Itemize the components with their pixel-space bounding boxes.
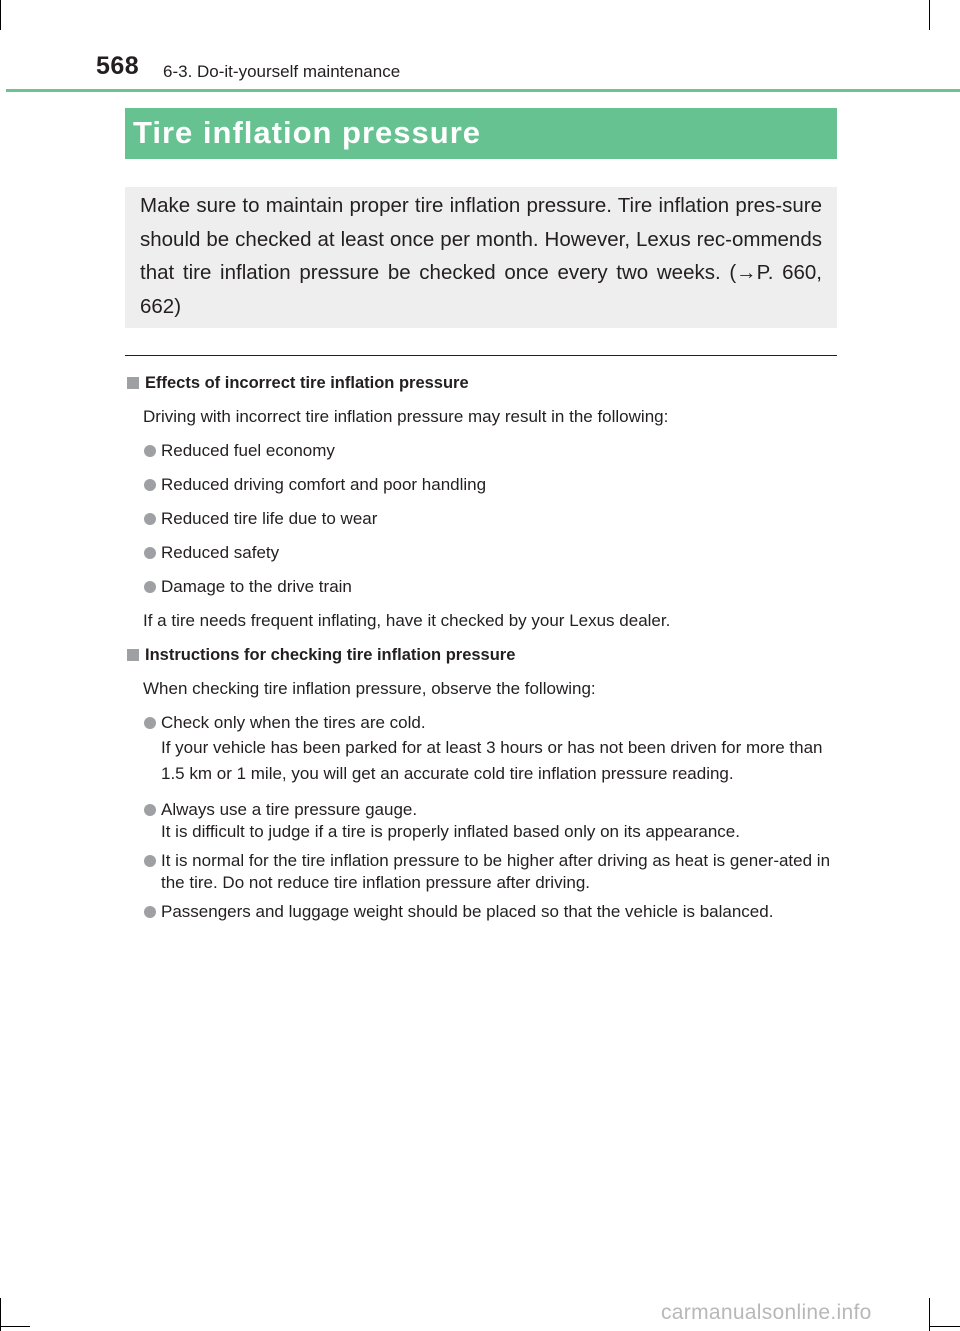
effects-note: If a tire needs frequent inflating, have it checked by your Lexus dealer. <box>143 611 671 630</box>
bullet-dot-icon <box>144 581 156 593</box>
bullet-dot-icon <box>144 479 156 491</box>
section-divider <box>125 355 837 356</box>
page-title-bar <box>125 108 837 159</box>
content <box>125 372 839 923</box>
square-bullet-icon <box>127 649 139 661</box>
page-number: 568 <box>96 52 140 80</box>
bullet-dot-icon <box>144 855 156 867</box>
list-item: Check only when the tires are cold. If your vehicle has been parked for at least 3 hours or has not been driven for more than 1.5 km or 1 mile, you will get an accurate cold tire inflation pressure reading. <box>125 712 839 787</box>
square-bullet-icon <box>127 377 139 389</box>
intro-text: Make sure to maintain proper tire inflation pressure. Tire inflation pres-sure should be checked at least once per month. However, Lexus rec-ommends that tire inflation pressure be checked once every two weeks. (→P. 660, 662) <box>140 194 822 318</box>
effects-heading-text: Effects of incorrect tire inflation pressure <box>145 373 469 392</box>
crop-mark <box>0 0 1 30</box>
list-item: Damage to the drive train <box>125 576 839 598</box>
bullet-dot-icon <box>144 804 156 816</box>
bullet-dot-icon <box>144 547 156 559</box>
intro-box <box>125 187 837 328</box>
bullet-dot-icon <box>144 445 156 457</box>
instructions-heading <box>125 644 839 666</box>
bullet-dot-icon <box>144 906 156 918</box>
section-title: 6-3. Do-it-yourself maintenance <box>163 62 401 81</box>
list-item: Reduced tire life due to wear <box>125 508 839 530</box>
page-title: Tire inflation pressure <box>133 115 482 150</box>
header-divider <box>6 89 960 92</box>
bullet-dot-icon <box>144 513 156 525</box>
crop-mark <box>0 1326 30 1327</box>
crop-mark <box>930 1326 960 1327</box>
effects-heading <box>125 372 839 394</box>
list-item: Passengers and luggage weight should be placed so that the vehicle is balanced. <box>125 901 839 923</box>
list-item: Reduced safety <box>125 542 839 564</box>
crop-mark <box>929 0 930 30</box>
watermark-logo: carmanualsonline.info <box>661 1301 872 1324</box>
list-item: Reduced driving comfort and poor handling <box>125 474 839 496</box>
list-item: Reduced fuel economy <box>125 440 839 462</box>
list-item: Always use a tire pressure gauge. It is difficult to judge if a tire is properly inflated based only on its appearance. <box>125 799 839 843</box>
instructions-heading-text: Instructions for checking tire inflation pressure <box>145 645 516 664</box>
instructions-lead: When checking tire inflation pressure, observe the following: <box>143 679 596 698</box>
bullet-dot-icon <box>144 717 156 729</box>
effects-lead: Driving with incorrect tire inflation pressure may result in the following: <box>143 407 669 426</box>
list-item: It is normal for the tire inflation pressure to be higher after driving as heat is gener-ated in the tire. Do not reduce tire inflation pressure after driving. <box>125 850 839 894</box>
